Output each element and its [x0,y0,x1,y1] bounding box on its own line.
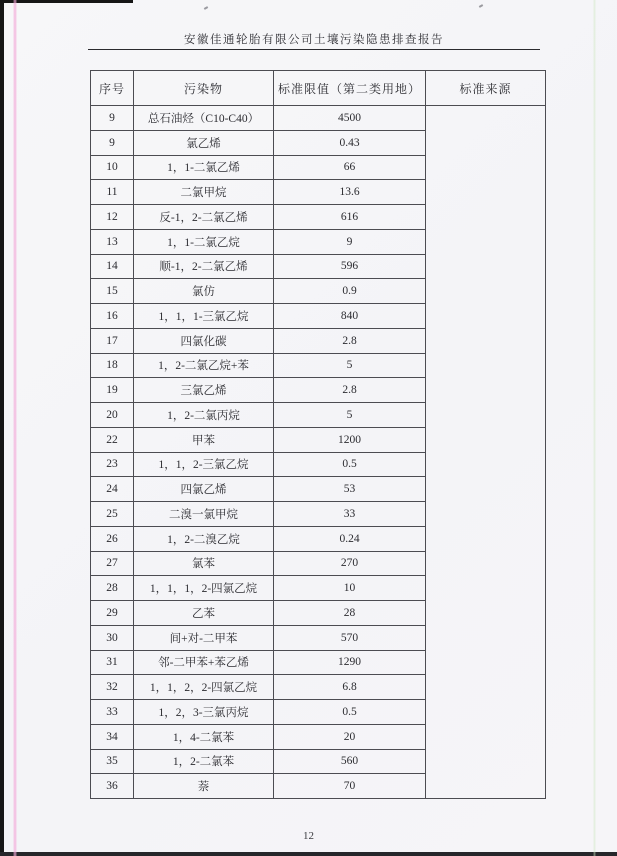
column-header-serial: 序号 [91,71,134,106]
table-body [91,106,546,799]
pollutant-cell: 1，2-二氯乙烷+苯 [134,353,274,378]
pollutant-cell: 1，2-二溴乙烷 [134,526,274,551]
serial-cell: 27 [91,551,134,576]
page-number: 12 [303,830,314,842]
limit-cell: 10 [274,576,426,601]
limit-cell: 616 [274,205,426,230]
serial-cell: 31 [91,650,134,675]
serial-cell: 32 [91,675,134,700]
limit-cell: 0.9 [274,279,426,304]
pollutant-cell: 氯乙烯 [134,130,274,155]
serial-cell: 23 [91,452,134,477]
limit-cell: 0.43 [274,130,426,155]
pollutant-cell: 1，1，1，2-四氯乙烷 [134,576,274,601]
serial-cell: 20 [91,403,134,428]
pollutant-cell: 1，2-二氯苯 [134,749,274,774]
pollutant-cell: 萘 [134,774,274,799]
serial-cell: 9 [91,106,134,131]
column-header-pollutant: 污染物 [134,71,274,106]
pollutant-cell: 间+对-二甲苯 [134,625,274,650]
limit-cell: 66 [274,155,426,180]
serial-cell: 28 [91,576,134,601]
limit-cell: 33 [274,502,426,527]
pollutant-cell: 1，2，3-三氯丙烷 [134,700,274,725]
serial-cell: 13 [91,229,134,254]
serial-cell: 16 [91,304,134,329]
serial-cell: 9 [91,130,134,155]
limit-cell: 570 [274,625,426,650]
limit-cell: 13.6 [274,180,426,205]
scan-green-line [593,0,596,856]
limit-cell: 0.24 [274,526,426,551]
serial-cell: 36 [91,774,134,799]
scan-artifact [479,4,483,8]
limit-cell: 53 [274,477,426,502]
pollutant-cell: 1，1-二氯乙烷 [134,229,274,254]
serial-cell: 12 [91,205,134,230]
header-underline [88,49,540,50]
serial-cell: 22 [91,427,134,452]
limit-cell: 560 [274,749,426,774]
pollutant-cell: 二氯甲烷 [134,180,274,205]
pollutant-cell: 乙苯 [134,601,274,626]
table-header-row [91,71,546,106]
pollutant-cell: 1，1-二氯乙烯 [134,155,274,180]
limit-cell: 2.8 [274,328,426,353]
table-row [91,106,546,131]
pollutant-limits-table [90,70,546,799]
limit-cell: 1200 [274,427,426,452]
pollutant-cell: 氯苯 [134,551,274,576]
limit-cell: 70 [274,774,426,799]
limit-cell: 0.5 [274,700,426,725]
pollutant-cell: 邻-二甲苯+苯乙烯 [134,650,274,675]
serial-cell: 34 [91,724,134,749]
pollutant-cell: 1，2-二氯丙烷 [134,403,274,428]
limit-cell: 270 [274,551,426,576]
pollutant-cell: 甲苯 [134,427,274,452]
limit-cell: 840 [274,304,426,329]
limit-cell: 4500 [274,106,426,131]
scan-pink-line [13,0,17,856]
column-header-limit: 标准限值（第二类用地） [274,71,426,106]
limit-cell: 20 [274,724,426,749]
pollutant-cell: 三氯乙烯 [134,378,274,403]
scan-artifact [204,6,208,10]
scan-edge-bottom [0,852,617,856]
limit-cell: 5 [274,403,426,428]
limit-cell: 28 [274,601,426,626]
column-header-source: 标准来源 [426,71,546,106]
limit-cell: 6.8 [274,675,426,700]
pollutant-cell: 顺-1，2-二氯乙烯 [134,254,274,279]
limit-cell: 5 [274,353,426,378]
document-header-title: 安徽佳通轮胎有限公司土壤污染隐患排查报告 [184,34,444,46]
pollutant-cell: 1，1，2，2-四氯乙烷 [134,675,274,700]
serial-cell: 11 [91,180,134,205]
pollutant-cell: 总石油烃（C10-C40） [134,106,274,131]
serial-cell: 19 [91,378,134,403]
scan-edge-top [0,0,133,3]
scan-edge-left [0,0,4,856]
serial-cell: 26 [91,526,134,551]
serial-cell: 10 [91,155,134,180]
pollutant-cell: 1，4-二氯苯 [134,724,274,749]
pollutant-cell: 氯仿 [134,279,274,304]
serial-cell: 24 [91,477,134,502]
limit-cell: 2.8 [274,378,426,403]
serial-cell: 18 [91,353,134,378]
limit-cell: 596 [274,254,426,279]
serial-cell: 35 [91,749,134,774]
pollutant-cell: 二溴一氯甲烷 [134,502,274,527]
serial-cell: 29 [91,601,134,626]
serial-cell: 17 [91,328,134,353]
limit-cell: 0.5 [274,452,426,477]
pollutant-cell: 1，1，2-三氯乙烷 [134,452,274,477]
serial-cell: 25 [91,502,134,527]
limit-cell: 1290 [274,650,426,675]
pollutant-cell: 四氯乙烯 [134,477,274,502]
serial-cell: 33 [91,700,134,725]
source-cell [426,106,546,799]
limit-cell: 9 [274,229,426,254]
pollutant-cell: 四氯化碳 [134,328,274,353]
pollutant-cell: 反-1，2-二氯乙烯 [134,205,274,230]
pollutant-cell: 1，1，1-三氯乙烷 [134,304,274,329]
serial-cell: 14 [91,254,134,279]
serial-cell: 15 [91,279,134,304]
serial-cell: 30 [91,625,134,650]
